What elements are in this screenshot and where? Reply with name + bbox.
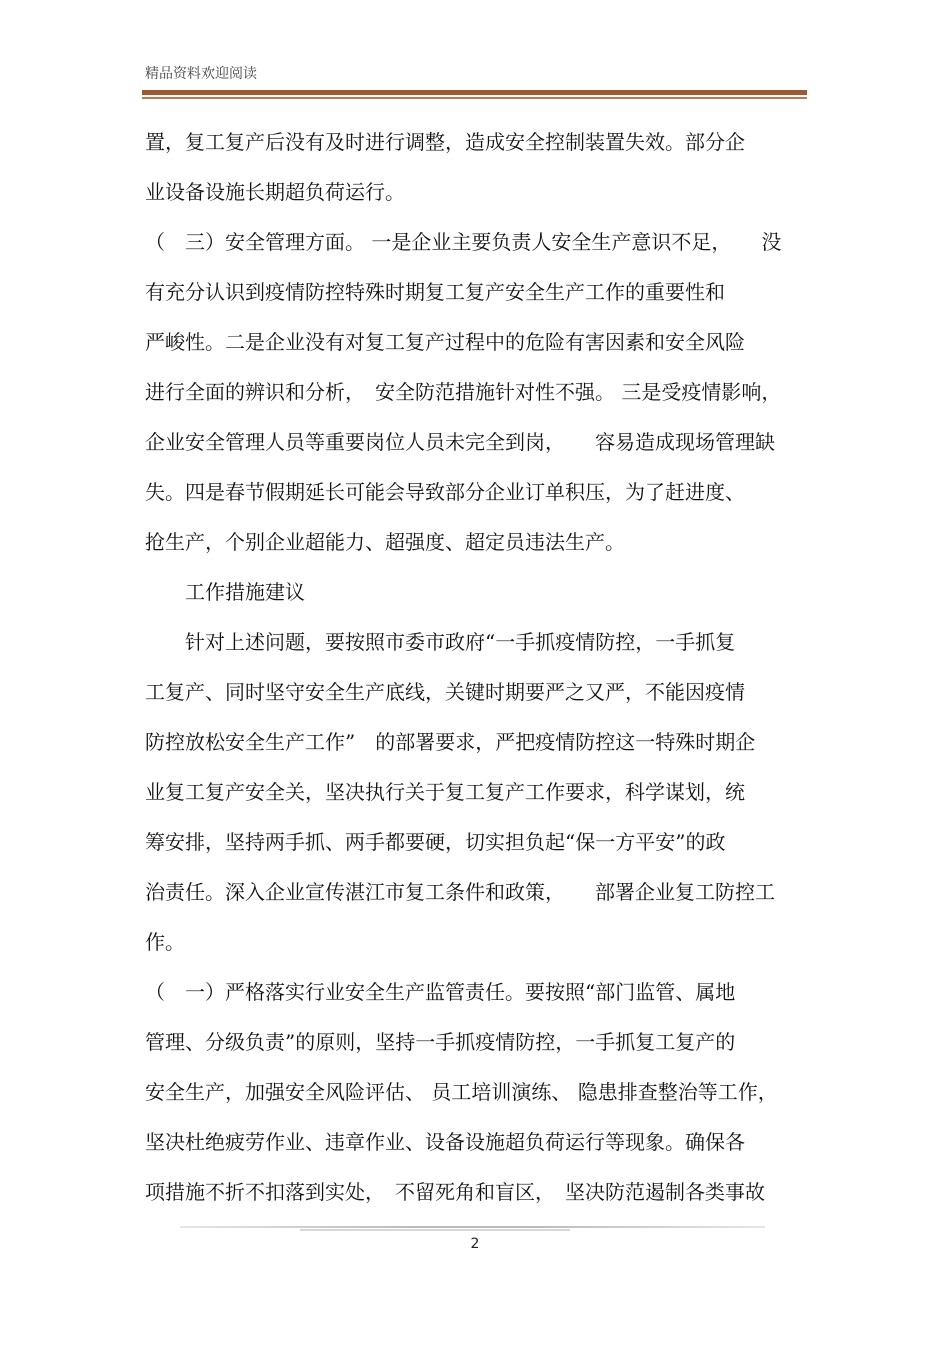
page-header: 精品资料欢迎阅读 — [145, 66, 257, 82]
body-line-3: （ 三）安全管理方面。 一是企业主要负责人安全生产意识不足， 没 — [145, 230, 782, 254]
footer-rule-inner — [300, 1229, 570, 1231]
page-number: 2 — [470, 1236, 480, 1252]
body-line-12: 工复产、同时坚守安全生产底线，关键时期要严之又严，不能因疫情 — [145, 680, 745, 704]
body-line-1: 置，复工复产后没有及时进行调整，造成安全控制装置失效。部分企 — [145, 130, 745, 154]
body-line-9: 抢生产，个别企业超能力、超强度、超定员违法生产。 — [145, 530, 625, 554]
body-line-6: 进行全面的辨识和分析， 安全防范措施针对性不强。 三是受疫情影响， — [145, 380, 782, 404]
body-line-4: 有充分认识到疫情防控特殊时期复工复产安全生产工作的重要性和 — [145, 280, 725, 304]
body-line-22: 项措施不折不扣落到实处， 不留死角和盲区， 坚决防范遏制各类事故 — [145, 1180, 765, 1204]
header-rule-thin — [142, 97, 807, 99]
body-line-11: 针对上述问题，要按照市委市政府“一手抓疫情防控，一手抓复 — [145, 630, 736, 654]
body-line-2: 业设备设施长期超负荷运行。 — [145, 180, 405, 204]
body-line-19: 管理、分级负责”的原则，坚持一手抓疫情防控，一手抓复工复产的 — [145, 1030, 736, 1054]
body-line-17: 作。 — [145, 930, 185, 954]
body-line-16: 治责任。深入企业宣传湛江市复工条件和政策， 部署企业复工防控工 — [145, 880, 775, 904]
body-line-13: 防控放松安全生产工作” 的部署要求，严把疫情防控这一特殊时期企 — [145, 730, 756, 754]
body-line-18: （ 一）严格落实行业安全生产监管责任。要按照“部门监管、属地 — [145, 980, 736, 1004]
body-line-14: 业复工复产安全关，坚决执行关于复工复产工作要求，科学谋划，统 — [145, 780, 745, 804]
body-line-8: 失。四是春节假期延长可能会导致部分企业订单积压，为了赶进度、 — [145, 480, 745, 504]
body-line-7: 企业安全管理人员等重要岗位人员未完全到岗， 容易造成现场管理缺 — [145, 430, 775, 454]
header-rule — [142, 90, 807, 95]
body-line-15: 筹安排，坚持两手抓、两手都要硬，切实担负起“保一方平安”的政 — [145, 830, 726, 854]
body-line-5: 严峻性。二是企业没有对复工复产过程中的危险有害因素和安全风险 — [145, 330, 745, 354]
footer-rule — [180, 1226, 765, 1228]
body-line-20: 安全生产，加强安全风险评估、 员工培训演练、 隐患排查整治等工作， — [145, 1080, 778, 1104]
body-line-21: 坚决杜绝疲劳作业、违章作业、设备设施超负荷运行等现象。确保各 — [145, 1130, 745, 1154]
section-heading: 工作措施建议 — [145, 580, 305, 604]
